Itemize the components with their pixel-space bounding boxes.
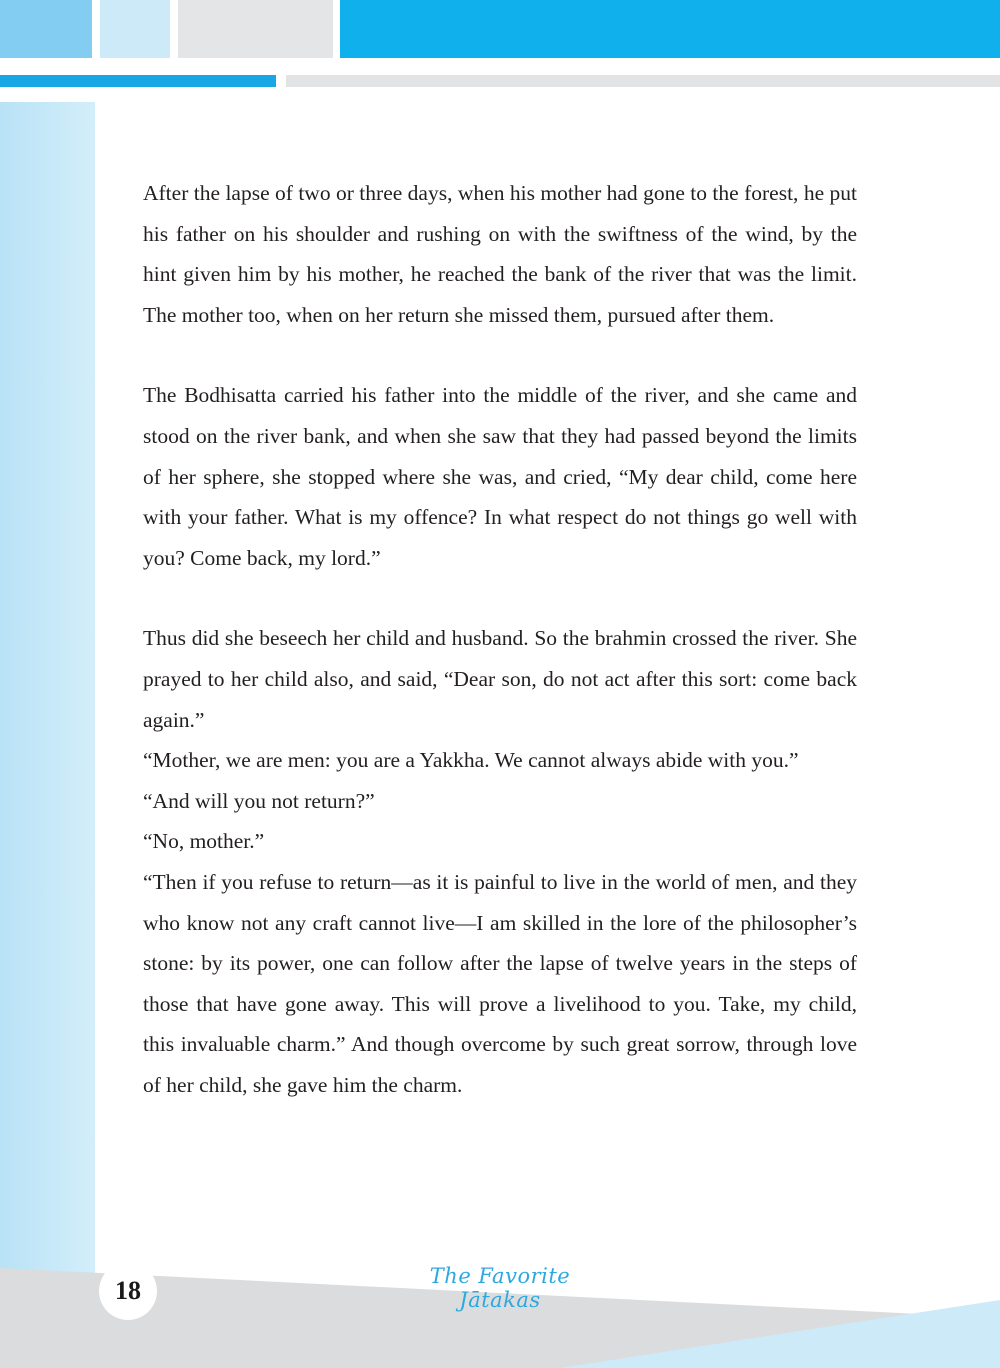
header-block-1: [0, 0, 92, 58]
header-block-3: [178, 0, 333, 58]
page-body: [143, 173, 857, 1105]
running-footer-title: The Favorite Jātakas: [429, 1264, 571, 1312]
header-block-4: [340, 0, 1000, 58]
paragraph: After the lapse of two or three days, when his mother had gone to the forest, he put his father on his shoulder and rushing on with the swiftness of the wind, by the hint given him by his mother, he reached the bank of the river that was the limit. The mother too, when on her return she missed them, pursued after them.: [143, 181, 857, 327]
dialogue-line: “No, mother.”: [143, 829, 265, 854]
header-block-2: [100, 0, 170, 58]
page-number: 18: [99, 1262, 157, 1320]
header-rule-blue: [0, 75, 276, 87]
header-rule-gray: [286, 75, 1000, 87]
paragraph: The Bodhisatta carried his father into the middle of the river, and she came and stood on the river bank, and when she saw that they had passed beyond the limits of her sphere, she stopped where she was, and cried, “My dear child, come here with your father. What is my offence? In what respect do not things go well with you? Come back, my lord.”: [143, 383, 857, 570]
paragraph: “Then if you refuse to return—as it is painful to live in the world of men, and they who know not any craft cannot live—I am skilled in the lore of the philosopher’s stone: by its power, one can follow after the lapse of twelve years in the steps of those that have gone away. This will prove a livelihood to you. Take, my child, this invaluable charm.” And though overcome by such great sorrow, through love of her child, she gave him the charm.: [143, 869, 857, 1097]
paragraph: Thus did she beseech her child and husband. So the brahmin crossed the river. She prayed to her child also, and said, “Dear son, do not act after this sort: come back again.”: [143, 626, 857, 732]
dialogue-line: “Mother, we are men: you are a Yakkha. We cannot always abide with you.”: [143, 748, 799, 773]
dialogue-line: “And will you not return?”: [143, 788, 375, 813]
left-sidebar-band: [0, 102, 95, 1368]
